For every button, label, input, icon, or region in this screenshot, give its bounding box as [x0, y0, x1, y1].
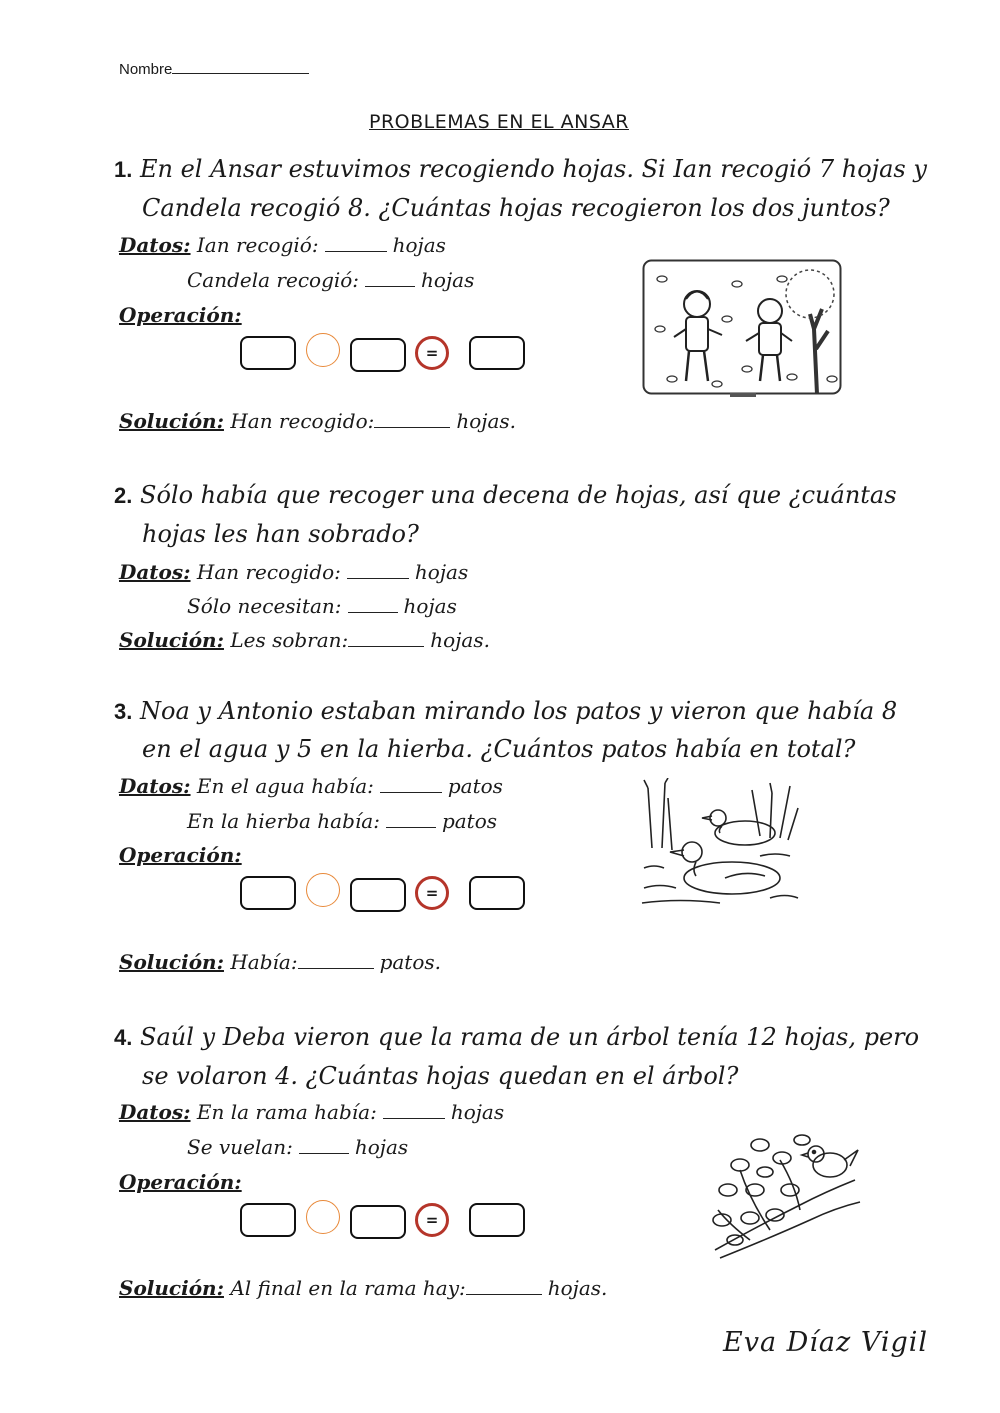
children-leaves-illustration — [642, 259, 842, 399]
solucion-unit: hojas. — [456, 409, 517, 433]
datos-text: En la rama había: — [196, 1100, 377, 1124]
operator-circle[interactable] — [306, 1200, 340, 1234]
solucion-text: Había: — [230, 950, 298, 974]
problem-3-text-1: Noa y Antonio estaban mirando los patos y vieron que había 8 — [140, 697, 898, 725]
solucion-label: Solución: — [119, 1276, 224, 1300]
operator-circle[interactable] — [306, 333, 340, 367]
problem-4-operacion-label — [119, 1170, 242, 1194]
problem-2-datos-2 — [187, 594, 457, 618]
operator-circle[interactable] — [306, 873, 340, 907]
answer-blank[interactable] — [374, 426, 450, 428]
answer-blank[interactable] — [365, 285, 415, 287]
datos-text: En el agua había: — [196, 774, 374, 798]
bird-branch-illustration — [710, 1130, 865, 1265]
problem-4-text-1: Saúl y Deba vieron que la rama de un árbol tenía 12 hojas, pero — [140, 1023, 920, 1051]
result-box[interactable] — [469, 876, 525, 910]
problem-4-datos-2 — [187, 1135, 408, 1159]
datos-text: Sólo necesitan: — [187, 594, 342, 618]
problem-1-text-1: En el Ansar estuvimos recogiendo hojas. Si Ian recogió 7 hojas y — [140, 155, 927, 183]
datos-unit: hojas — [421, 268, 475, 292]
operacion-label: Operación: — [119, 1170, 242, 1194]
nombre-field — [119, 61, 309, 78]
datos-text: En la hierba había: — [187, 809, 380, 833]
problem-1-datos-2 — [187, 268, 474, 292]
answer-blank[interactable] — [348, 611, 398, 613]
solucion-unit: hojas. — [547, 1276, 608, 1300]
problem-1-solucion — [119, 409, 516, 433]
datos-label: Datos: — [119, 560, 191, 584]
problem-2-line-1 — [114, 481, 897, 509]
page-title: PROBLEMAS EN EL ANSAR — [369, 111, 629, 133]
ducks-illustration — [640, 778, 800, 908]
answer-blank[interactable] — [298, 967, 374, 969]
equals-sign: = — [425, 1211, 439, 1229]
equals-circle — [415, 876, 449, 910]
solucion-label: Solución: — [119, 409, 224, 433]
solucion-text: Han recogido: — [230, 409, 375, 433]
datos-text: Han recogido: — [196, 560, 341, 584]
datos-unit: hojas — [450, 1100, 505, 1124]
datos-unit: hojas — [392, 233, 446, 257]
datos-text: Se vuelan: — [187, 1135, 293, 1159]
problem-4-solucion — [119, 1276, 607, 1300]
datos-unit: patos — [447, 774, 503, 798]
result-box[interactable] — [469, 1203, 525, 1237]
answer-blank[interactable] — [325, 250, 387, 252]
problem-2-text-1: Sólo había que recoger una decena de hojas, así que ¿cuántas — [140, 481, 897, 509]
problem-4-line-1 — [114, 1023, 919, 1051]
problem-2-number: 2. — [114, 483, 133, 508]
operacion-label: Operación: — [119, 303, 242, 327]
answer-blank[interactable] — [380, 791, 442, 793]
datos-text: Candela recogió: — [187, 268, 360, 292]
equals-circle — [415, 336, 449, 370]
problem-3-solucion — [119, 950, 441, 974]
answer-blank[interactable] — [466, 1293, 542, 1295]
problem-2-line-2: hojas les han sobrado? — [142, 520, 419, 548]
datos-label: Datos: — [119, 774, 191, 798]
result-box[interactable] — [469, 336, 525, 370]
operand-box-1[interactable] — [240, 336, 296, 370]
datos-unit: hojas — [414, 560, 469, 584]
problem-3-operacion-label — [119, 843, 242, 867]
problem-3-line-1 — [114, 697, 897, 725]
equals-circle — [415, 1203, 449, 1237]
problem-1-number: 1. — [114, 157, 133, 182]
solucion-label: Solución: — [119, 950, 224, 974]
datos-text: Ian recogió: — [196, 233, 319, 257]
operand-box-2[interactable] — [350, 338, 406, 372]
datos-unit: patos — [441, 809, 498, 833]
operacion-label: Operación: — [119, 843, 242, 867]
problem-2-datos-1 — [119, 560, 468, 584]
datos-label: Datos: — [119, 1100, 191, 1124]
solucion-unit: hojas. — [430, 628, 490, 652]
answer-blank[interactable] — [348, 645, 424, 647]
equals-sign: = — [425, 344, 439, 362]
problem-3-line-2: en el agua y 5 en la hierba. ¿Cuántos patos había en total? — [142, 735, 856, 763]
problem-4-line-2: se volaron 4. ¿Cuántas hojas quedan en el árbol? — [142, 1062, 739, 1090]
answer-blank[interactable] — [383, 1117, 445, 1119]
datos-unit: hojas — [403, 594, 457, 618]
problem-4-datos-1 — [119, 1100, 504, 1124]
problem-1-datos-1 — [119, 233, 446, 257]
datos-unit: hojas — [354, 1135, 409, 1159]
answer-blank[interactable] — [347, 577, 409, 579]
problem-1-line-1 — [114, 155, 927, 183]
equals-sign: = — [425, 884, 439, 902]
author-signature: Eva Díaz Vigil — [723, 1327, 929, 1358]
problem-1-operacion-label — [119, 303, 242, 327]
operand-box-1[interactable] — [240, 876, 296, 910]
datos-label: Datos: — [119, 233, 191, 257]
problem-3-datos-2 — [187, 809, 497, 833]
answer-blank[interactable] — [386, 826, 436, 828]
operand-box-2[interactable] — [350, 878, 406, 912]
nombre-label: Nombre — [119, 61, 173, 78]
problem-4-number: 4. — [114, 1025, 133, 1050]
operand-box-1[interactable] — [240, 1203, 296, 1237]
nombre-blank[interactable] — [172, 72, 309, 74]
problem-2-solucion — [119, 628, 490, 652]
solucion-label: Solución: — [119, 628, 224, 652]
answer-blank[interactable] — [299, 1152, 349, 1154]
operand-box-2[interactable] — [350, 1205, 406, 1239]
solucion-unit: patos. — [379, 950, 441, 974]
solucion-text: Al final en la rama hay: — [230, 1276, 466, 1300]
problem-3-number: 3. — [114, 699, 133, 724]
solucion-text: Les sobran: — [230, 628, 349, 652]
problem-3-datos-1 — [119, 774, 503, 798]
problem-1-line-2: Candela recogió 8. ¿Cuántas hojas recogieron los dos juntos? — [142, 194, 890, 222]
